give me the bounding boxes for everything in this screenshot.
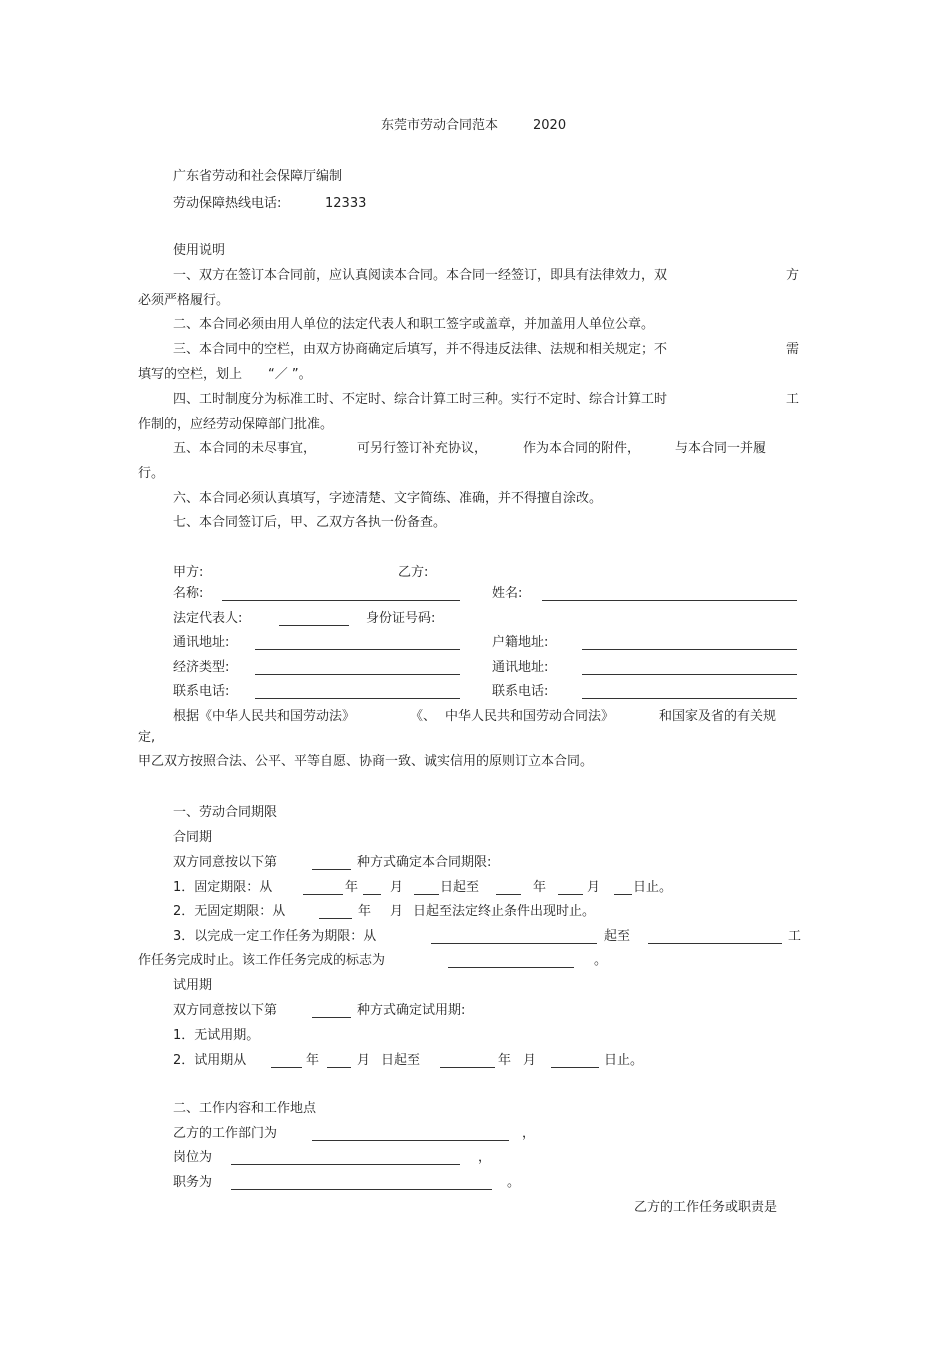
fixed-year-unit-2: 年 [533,880,547,895]
term-heading: 一、劳动合同期限 [173,805,278,820]
fixed-month-unit: 月 [390,880,404,895]
instruction-5a: 五、本合同的未尽事宜， [173,441,317,456]
fixed-end-day-field[interactable] [614,894,632,895]
work-dept-comma: ， [522,1126,536,1141]
open-month-unit: 月 [390,904,404,919]
legal-rep-label: 法定代表人: [173,611,243,626]
work-duty-label: 职务为 [173,1175,213,1190]
party-a-label: 甲方: [173,565,204,580]
prob-end-label: 日止。 [604,1053,644,1068]
economic-type-label: 经济类型: [173,660,230,675]
prob-from-label: 日起至 [381,1053,421,1068]
party-b-label: 乙方: [398,565,429,580]
instruction-1-tail: 方 [786,268,800,283]
task-tail: 工 [788,929,802,944]
employee-address-field[interactable] [582,674,797,675]
company-name-field[interactable] [222,600,460,601]
prob-year-unit: 年 [306,1053,320,1068]
company-address-field[interactable] [255,649,460,650]
task-completion-field[interactable] [448,967,574,968]
prob-agree-a: 双方同意按以下第 [173,1003,278,1018]
company-phone-field[interactable] [255,698,460,699]
fixed-start-year-field[interactable] [303,894,343,895]
open-start-year-field[interactable] [319,918,352,919]
open-term-label: 2．无固定期限：从 [173,904,286,919]
task-to-label: 起至 [604,929,631,944]
instruction-5c: 作为本合同的附件， [523,441,641,456]
prob-month-unit: 月 [357,1053,371,1068]
basis-f: 甲乙双方按照合法、公平、平等自愿、协商一致、诚实信用的原则订立本合同。 [138,754,594,769]
employee-phone-field[interactable] [582,698,797,699]
work-dept-field[interactable] [312,1140,509,1141]
instruction-4: 四、工时制度分为标准工时、不定时、综合计算工时三种。实行不定时、综合计算工时 [173,392,668,407]
prob-start-month-field[interactable] [327,1067,351,1068]
instruction-4-tail: 工 [786,392,800,407]
employee-phone-label: 联系电话: [492,684,549,699]
instruction-5b: 可另行签订补充协议， [357,441,488,456]
instruction-2: 二、本合同必须由用人单位的法定代表人和职工签字或盖章，并加盖用人单位公章。 [173,317,655,332]
employee-address-label: 通讯地址: [492,660,549,675]
household-address-label: 户籍地址: [492,635,549,650]
instructions-heading: 使用说明 [173,243,226,258]
task-completion-label: 作任务完成时止。该工作任务完成的标志为 [138,953,386,968]
company-name-label: 名称: [173,586,204,601]
work-heading: 二、工作内容和工作地点 [173,1101,317,1116]
instruction-1: 一、双方在签订本合同前，应认真阅读本合同。本合同一经签订，即具有法律效力，双 [173,268,668,283]
instruction-3-cont: 填写的空栏，划上 [138,367,243,382]
task-end-field[interactable] [648,943,782,944]
economic-type-field[interactable] [255,674,460,675]
work-post-label: 岗位为 [173,1150,213,1165]
fixed-year-unit: 年 [345,880,359,895]
instruction-4-cont: 作制的，应经劳动保障部门批准。 [138,417,334,432]
term-agree-a: 双方同意按以下第 [173,855,278,870]
company-phone-label: 联系电话: [173,684,230,699]
work-duty-field[interactable] [231,1189,492,1190]
prob-month-unit-2: 月 [523,1053,537,1068]
hotline-number: 12333 [325,196,367,211]
fixed-end-label: 日止。 [633,880,673,895]
task-period: 。 [594,953,608,968]
basis-a: 根据《中华人民共和国劳动法》 [173,709,356,724]
basis-b: 《、 [410,709,437,724]
fixed-month-unit-2: 月 [587,880,601,895]
prob-end-day-field[interactable] [551,1067,599,1068]
fixed-from-label: 日起至 [440,880,480,895]
prob-start-year-field[interactable] [271,1067,302,1068]
instruction-7: 七、本合同签订后，甲、乙双方各执一份备查。 [173,515,447,530]
title-year: 2020 [533,118,567,133]
fixed-end-month-field[interactable] [558,894,583,895]
prob-method-field[interactable] [312,1017,351,1018]
issuer: 广东省劳动和社会保障厅编制 [173,169,343,184]
task-start-field[interactable] [431,943,597,944]
instruction-3-slash: “／ ”。 [268,367,312,382]
page-title: 东莞市劳动合同范本 [381,118,499,133]
open-end-label: 日起至法定终止条件出现时止。 [413,904,596,919]
fixed-term-label: 1．固定期限：从 [173,880,273,895]
basis-d: 和国家及省的有关规 [659,709,777,724]
id-number-label: 身份证号码: [366,611,436,626]
prob-agree-b: 种方式确定试用期: [357,1003,466,1018]
work-dept-label: 乙方的工作部门为 [173,1126,278,1141]
prob-option-2: 2．试用期从 [173,1053,247,1068]
term-method-field[interactable] [312,869,351,870]
legal-rep-field[interactable] [279,625,349,626]
prob-year-unit-2: 年 [498,1053,512,1068]
prob-end-year-field[interactable] [440,1067,495,1068]
instruction-3-tail: 需 [786,342,800,357]
basis-e: 定, [138,730,156,745]
work-post-field[interactable] [231,1164,460,1165]
employee-name-field[interactable] [542,600,797,601]
prob-option-1: 1．无试用期。 [173,1028,260,1043]
instruction-1-cont: 必须严格履行。 [138,293,230,308]
instruction-6: 六、本合同必须认真填写，字迹清楚、文字简练、准确，并不得擅自涂改。 [173,491,603,506]
work-task-label: 乙方的工作任务或职责是 [634,1200,778,1215]
term-agree-b: 种方式确定本合同期限: [357,855,492,870]
company-address-label: 通讯地址: [173,635,230,650]
contract-period-label: 合同期 [173,830,213,845]
fixed-start-month-field[interactable] [363,894,381,895]
household-address-field[interactable] [582,649,797,650]
basis-c: 中华人民共和国劳动合同法》 [445,709,615,724]
work-post-comma: ， [478,1150,492,1165]
fixed-end-year-field[interactable] [496,894,521,895]
fixed-start-day-field[interactable] [414,894,439,895]
hotline-label: 劳动保障热线电话: [173,196,282,211]
instruction-5-cont: 行。 [138,466,165,481]
instruction-3: 三、本合同中的空栏，由双方协商确定后填写，并不得违反法律、法规和相关规定；不 [173,342,668,357]
employee-name-label: 姓名: [492,586,523,601]
probation-label: 试用期 [173,978,213,993]
instruction-5d: 与本合同一并履 [675,441,767,456]
task-term-label: 3．以完成一定工作任务为期限：从 [173,929,377,944]
open-year-unit: 年 [358,904,372,919]
work-duty-period: 。 [507,1175,521,1190]
